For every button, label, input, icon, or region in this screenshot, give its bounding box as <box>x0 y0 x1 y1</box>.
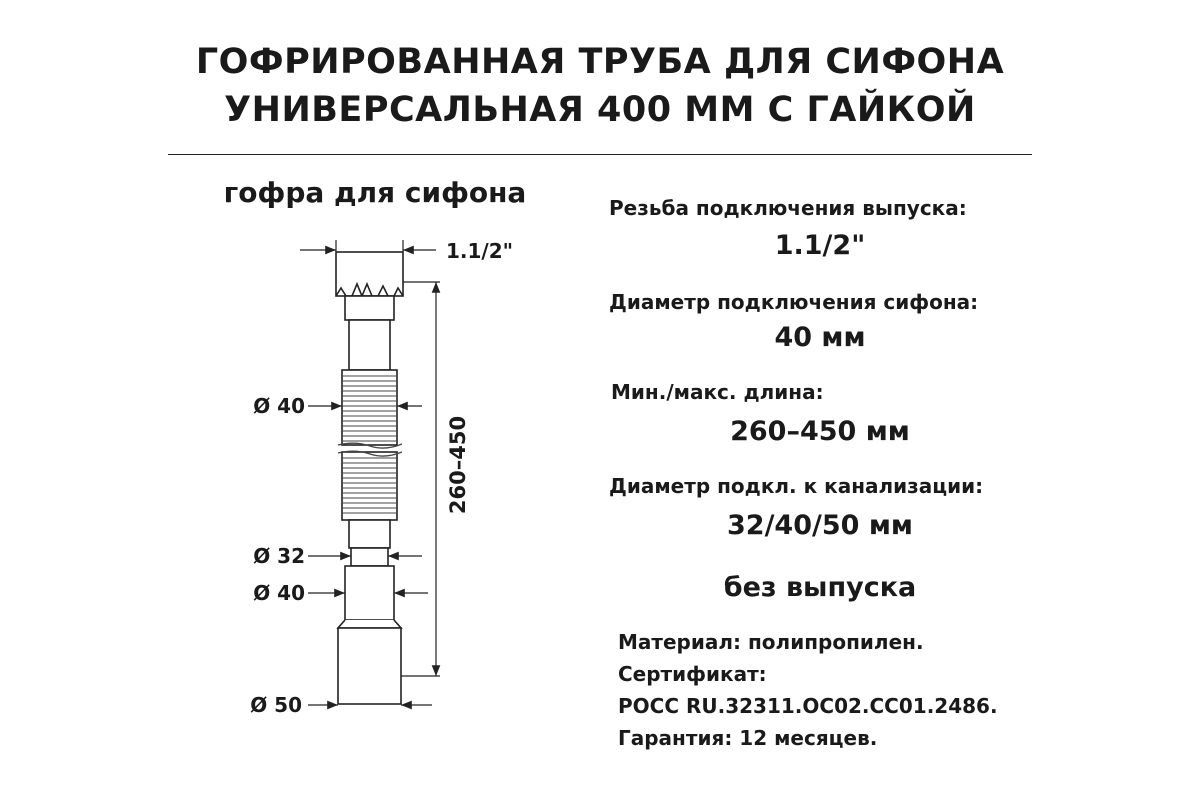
corrugation-lower <box>342 452 397 520</box>
diameter-40-label: Ø 40 <box>253 581 305 605</box>
title-line-1: ГОФРИРОВАННАЯ ТРУБА ДЛЯ СИФОНА <box>195 42 1005 82</box>
bottom-cone-top <box>338 620 401 628</box>
small-ring <box>351 548 388 566</box>
upper-sleeve <box>349 320 390 370</box>
title-line-2: УНИВЕРСАЛЬНАЯ 400 ММ С ГАЙКОЙ <box>224 90 976 130</box>
drawing-subtitle: гофра для сифона <box>223 176 527 209</box>
certificate-value: РОСС RU.32311.ОС02.СС01.2486. <box>618 694 998 718</box>
diameter-upper-label: Ø 40 <box>253 394 305 418</box>
diameter-50-label: Ø 50 <box>250 693 302 717</box>
siphon-diameter-label: Диаметр подключения сифона: <box>609 290 979 314</box>
siphon-diameter-value: 40 мм <box>774 322 866 353</box>
bottom-cup <box>338 628 401 704</box>
certificate-label: Сертификат: <box>618 662 767 686</box>
sewer-diameter-value: 32/40/50 мм <box>727 510 913 541</box>
material-note: Материал: полипропилен. <box>618 630 924 654</box>
top-thread-label: 1.1/2" <box>446 239 514 263</box>
mid-cone <box>345 566 394 620</box>
lower-sleeve <box>349 520 390 548</box>
outlet-note: без выпуска <box>723 572 917 603</box>
diameter-32-label: Ø 32 <box>253 544 305 568</box>
length-spec-value: 260–450 мм <box>730 416 910 447</box>
length-label: 260–450 <box>446 415 470 515</box>
warranty-note: Гарантия: 12 месяцев. <box>618 726 878 750</box>
thread-label: Резьба подключения выпуска: <box>609 196 967 220</box>
upper-collar <box>345 296 394 320</box>
thread-value: 1.1/2" <box>774 230 866 261</box>
sewer-diameter-label: Диаметр подкл. к канализации: <box>609 474 984 498</box>
length-spec-label: Мин./макс. длина: <box>611 380 824 404</box>
